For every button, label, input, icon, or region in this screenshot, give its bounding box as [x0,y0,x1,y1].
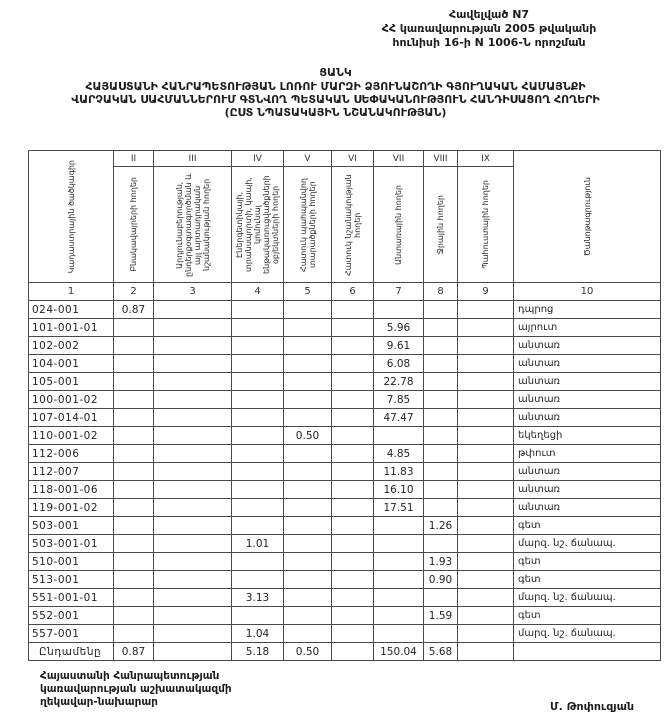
cell-c8: 1.59 [424,607,458,625]
cell-c6 [332,409,374,427]
header-cadastral-code [29,151,114,283]
table-row [29,373,661,391]
cell-c3 [154,499,232,517]
cell-c8 [424,535,458,553]
land-table [28,150,661,661]
cell-c2 [114,553,154,571]
cell-c3 [154,373,232,391]
cell-c3 [154,517,232,535]
cell-c5 [284,391,332,409]
cell-c9 [458,481,514,499]
cell-c9 [458,319,514,337]
cell-c2 [114,517,154,535]
footer-line-3: ղեկավար-նախարար [40,696,158,708]
cell-c4 [232,445,284,463]
table-row [29,409,661,427]
header-note-label: Ծանոթագրություն [582,176,592,257]
cell-c3 [154,535,232,553]
cell-c6 [332,535,374,553]
cell-c7: 5.96 [374,319,424,337]
cell-c5 [284,607,332,625]
cell-code: 112-007 [29,463,114,481]
cell-c6 [332,427,374,445]
cell-code: 100-001-02 [29,391,114,409]
cell-c4 [232,355,284,373]
footer-office-block [40,670,232,709]
cell-c6 [332,643,374,661]
cell-c6 [332,625,374,643]
cell-c6 [332,571,374,589]
cell-note: գետ [514,571,661,589]
cell-c3 [154,571,232,589]
cell-c7: 150.04 [374,643,424,661]
cell-c2 [114,625,154,643]
cell-c7: 47.47 [374,409,424,427]
cell-c8 [424,589,458,607]
cell-c9 [458,409,514,427]
cell-c6 [332,301,374,319]
cell-c4 [232,463,284,481]
title-line-1: ՑԱՆԿ [319,66,352,79]
cell-c6 [332,481,374,499]
cell-c6 [332,463,374,481]
roman-numeral-ii: II [114,151,154,167]
cell-note: եկեղեցի [514,427,661,445]
roman-numeral-vii: VII [374,151,424,167]
roman-numeral-iv: IV [232,151,284,167]
cell-c3 [154,301,232,319]
total-row [29,643,661,661]
cell-c4 [232,301,284,319]
cell-c5 [284,481,332,499]
cell-note: այրուտ [514,319,661,337]
cell-c2 [114,463,154,481]
table-row [29,337,661,355]
cell-c7: 11.83 [374,463,424,481]
cell-c3 [154,481,232,499]
table-row [29,391,661,409]
cell-note: անտառ [514,463,661,481]
cell-c4: 1.04 [232,625,284,643]
cell-c8 [424,625,458,643]
cell-code: 112-006 [29,445,114,463]
cell-note: անտառ [514,355,661,373]
cell-c6 [332,553,374,571]
cell-code: 101-001-01 [29,319,114,337]
cell-c4 [232,607,284,625]
cell-note: անտառ [514,481,661,499]
cell-c4 [232,373,284,391]
cell-c3 [154,607,232,625]
cell-c4 [232,499,284,517]
cell-c4 [232,337,284,355]
cell-code: 024-001 [29,301,114,319]
cell-c5: 0.50 [284,643,332,661]
cell-c4 [232,553,284,571]
cell-c7 [374,589,424,607]
cell-code: 557-001 [29,625,114,643]
cell-c8: 5.68 [424,643,458,661]
cell-c7: 22.78 [374,373,424,391]
cell-note: գետ [514,607,661,625]
cell-c3 [154,355,232,373]
table-row [29,319,661,337]
cell-c3 [154,625,232,643]
cell-c9 [458,301,514,319]
cell-c7: 9.61 [374,337,424,355]
cell-c6 [332,517,374,535]
cell-c3 [154,463,232,481]
page-title [0,66,671,119]
cell-c6 [332,589,374,607]
cell-c3 [154,409,232,427]
cell-code: 118-001-06 [29,481,114,499]
cell-c8 [424,409,458,427]
cell-c4 [232,517,284,535]
cell-c8 [424,427,458,445]
title-line-3: ՎԱՐՉԱԿԱՆ ՍԱՀՄԱՆՆԵՐՈՒՄ ԳՏՆՎՈՂ ՊԵՏԱԿԱՆ ՍԵՓԱԿԱՆՈՒԹՅՈՒՆ ՀԱՆԴԻՍԱՑՈՂ ՀՈՂԵՐԻ [71,93,600,106]
cell-c9 [458,607,514,625]
cell-c2 [114,571,154,589]
cell-c5 [284,571,332,589]
cell-note: անտառ [514,409,661,427]
cell-c2 [114,337,154,355]
cell-c9 [458,571,514,589]
cell-c8 [424,319,458,337]
cell-c4 [232,481,284,499]
cell-c4: 1.01 [232,535,284,553]
cell-c4: 5.18 [232,643,284,661]
cell-code: 107-014-01 [29,409,114,427]
cell-c7: 6.08 [374,355,424,373]
cell-code: 105-001 [29,373,114,391]
cell-note: մարզ. նշ. ճանապ. [514,625,661,643]
roman-numeral-iii: III [154,151,232,167]
cell-c9 [458,499,514,517]
cell-c9 [458,625,514,643]
cell-code: 102-002 [29,337,114,355]
cell-c8 [424,499,458,517]
table-row [29,481,661,499]
cell-c6 [332,499,374,517]
cell-c7 [374,625,424,643]
cell-c7 [374,607,424,625]
cell-c9 [458,445,514,463]
cell-c7 [374,571,424,589]
cell-c5 [284,499,332,517]
cell-c9 [458,589,514,607]
table-body [29,301,661,661]
cell-c7: 4.85 [374,445,424,463]
table-row [29,607,661,625]
cell-c2 [114,355,154,373]
cell-c9 [458,355,514,373]
cell-c8 [424,391,458,409]
cell-note: մարզ. նշ. ճանապ. [514,535,661,553]
cell-c8 [424,301,458,319]
cell-c6 [332,337,374,355]
cell-c9 [458,391,514,409]
roman-numeral-v: V [284,151,332,167]
cell-c6 [332,319,374,337]
cell-c2 [114,607,154,625]
table-row [29,553,661,571]
cell-c8 [424,355,458,373]
cell-c8 [424,463,458,481]
header-cadastral-code-label: Կադաստրային ծածկագիր [66,159,76,274]
cell-note: մարզ. նշ. ճանապ. [514,589,661,607]
table-row [29,571,661,589]
cell-c3 [154,643,232,661]
header-special-purpose-lands: Հատուկ նշանակության հողեր [332,167,374,283]
cell-c2 [114,445,154,463]
cell-code: Ընդամենը [29,643,114,661]
footer-line-1: Հայաստանի Հանրապետության [40,670,220,682]
column-number-row: 1 2 3 4 5 6 7 8 9 10 [29,283,661,301]
cell-c6 [332,391,374,409]
cell-code: 119-001-02 [29,499,114,517]
header-energy-transport-lands: Էներգետիկայի, տրանսպորտի, կապի, կոմունալ ենթակառուցվածքների օբյեկտների հողեր [232,167,284,283]
cell-c7: 17.51 [374,499,424,517]
cell-c3 [154,319,232,337]
cell-c2 [114,409,154,427]
cell-c9 [458,553,514,571]
table-row [29,427,661,445]
cell-note [514,643,661,661]
cell-c5 [284,373,332,391]
cell-c9 [458,463,514,481]
cell-c5 [284,301,332,319]
roman-numeral-ix: IX [458,151,514,167]
cell-c7: 16.10 [374,481,424,499]
cell-c2 [114,499,154,517]
cell-c5 [284,319,332,337]
cell-note: անտառ [514,391,661,409]
header-water-lands: Ջրային հողեր [424,167,458,283]
cell-c5 [284,553,332,571]
cell-c7 [374,301,424,319]
cell-c7 [374,427,424,445]
cell-c2 [114,589,154,607]
cell-c8 [424,481,458,499]
cell-note: գետ [514,553,661,571]
title-line-2: ՀԱՅԱՍՏԱՆԻ ՀԱՆՐԱՊԵՏՈՒԹՅԱՆ ԼՈՌՈՒ ՄԱՐԶԻ ՁՅՈՒՆԱՇՈՂԻ ԳՅՈՒՂԱԿԱՆ ՀԱՄԱՅՆՔԻ [85,80,586,93]
cell-c3 [154,445,232,463]
header-settlement-lands: Բնակավայրերի հողեր [114,167,154,283]
cell-c8: 1.93 [424,553,458,571]
cell-c5 [284,445,332,463]
header-reserve-lands: Պահուստային հողեր [458,167,514,283]
cell-code: 104-001 [29,355,114,373]
cell-c9 [458,427,514,445]
cell-c6 [332,355,374,373]
cell-code: 510-001 [29,553,114,571]
cell-c4 [232,319,284,337]
cell-c3 [154,589,232,607]
cell-code: 513-001 [29,571,114,589]
cell-c2 [114,481,154,499]
cell-c6 [332,373,374,391]
cell-c8: 1.26 [424,517,458,535]
cell-c8 [424,445,458,463]
cell-c5 [284,517,332,535]
footer-signature: Մ. Թոփուզյան [550,700,635,713]
roman-numeral-vi: VI [332,151,374,167]
cell-c3 [154,427,232,445]
table-row [29,355,661,373]
cell-c5 [284,535,332,553]
cell-c2 [114,319,154,337]
cell-c6 [332,607,374,625]
cell-c7: 7.85 [374,391,424,409]
cell-c4 [232,409,284,427]
table-row [29,499,661,517]
cell-note: գետ [514,517,661,535]
cell-c2: 0.87 [114,301,154,319]
cell-c7 [374,517,424,535]
cell-c8: 0.90 [424,571,458,589]
appendix-line-2: ՀՀ կառավարության 2005 թվականի [381,22,597,35]
cell-c5: 0.50 [284,427,332,445]
table-row [29,589,661,607]
header-note [514,151,661,283]
cell-c5 [284,409,332,427]
table-row [29,517,661,535]
cell-c9 [458,373,514,391]
appendix-line-1: Հավելված N7 [448,8,530,21]
cell-c3 [154,553,232,571]
cell-c5 [284,355,332,373]
cell-c7 [374,535,424,553]
table-row [29,535,661,553]
table-row [29,445,661,463]
land-table-wrapper [28,150,661,661]
cell-code: 503-001-01 [29,535,114,553]
cell-c4: 3.13 [232,589,284,607]
cell-c8 [424,337,458,355]
cell-note: անտառ [514,337,661,355]
cell-c2 [114,391,154,409]
cell-c3 [154,337,232,355]
cell-code: 110-001-02 [29,427,114,445]
header-industrial-lands: Արդյունաբերության, ընդերքօգտագործման և այլ արտադրական նշանակության հողեր [154,167,232,283]
cell-code: 551-001-01 [29,589,114,607]
cell-c2: 0.87 [114,643,154,661]
table-row [29,463,661,481]
table-row [29,625,661,643]
cell-c4 [232,427,284,445]
cell-code: 503-001 [29,517,114,535]
footer-line-2: կառավարության աշխատակազմի [40,683,232,695]
cell-c9 [458,517,514,535]
cell-c9 [458,643,514,661]
cell-c4 [232,571,284,589]
title-line-4: (ԸՍՏ ՆՊԱՏԱԿԱՅԻՆ ՆՇԱՆԱԿՈՒԹՅԱՆ) [224,106,447,119]
cell-c6 [332,445,374,463]
cell-c5 [284,463,332,481]
cell-c9 [458,337,514,355]
cell-note: դպրոց [514,301,661,319]
appendix-line-3: հունիսի 16-ի N 1006-Ն որոշման [392,36,586,49]
cell-c3 [154,391,232,409]
cell-note: անտառ [514,499,661,517]
cell-note: անտառ [514,373,661,391]
header-forest-lands: Անտառային հողեր [374,167,424,283]
cell-c7 [374,553,424,571]
roman-numeral-viii: VIII [424,151,458,167]
cell-note: թփուտ [514,445,661,463]
cell-c2 [114,535,154,553]
cell-c2 [114,427,154,445]
cell-c5 [284,337,332,355]
cell-code: 552-001 [29,607,114,625]
cell-c5 [284,625,332,643]
table-row [29,301,661,319]
cell-c9 [458,535,514,553]
cell-c2 [114,373,154,391]
cell-c8 [424,373,458,391]
appendix-note [319,8,659,50]
header-protected-lands: Հատուկ պահպանվող տարածքների հողեր [284,167,332,283]
cell-c5 [284,589,332,607]
cell-c4 [232,391,284,409]
